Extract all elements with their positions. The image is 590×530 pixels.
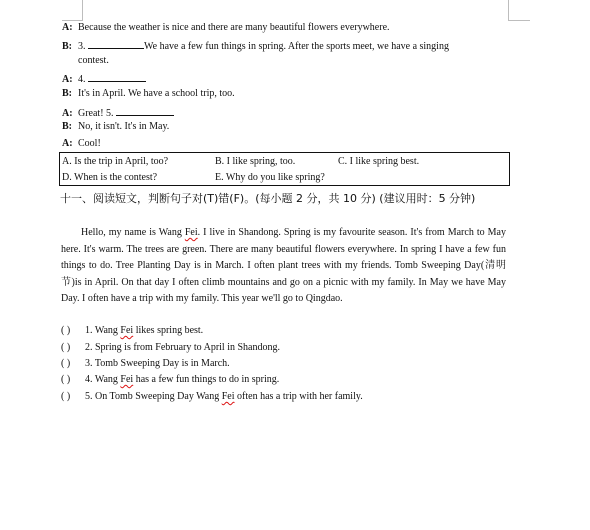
answer-parenthesis[interactable]: ( ): [61, 391, 71, 402]
passage-text: Hello, my name is Wang: [81, 227, 185, 238]
dialogue-text-continued: We have a few fun things in spring. After the sports meet, we have a singing: [144, 41, 449, 52]
dialogue-line-6: [62, 104, 174, 121]
question-name: Fei: [120, 374, 134, 385]
question-name: Fei: [120, 325, 134, 336]
dialogue-text: No, it isn't. It's in May.: [78, 121, 170, 132]
speaker-label: A:: [62, 22, 73, 33]
question-2: [61, 341, 280, 355]
dialogue-text: 4.: [78, 74, 88, 85]
answer-parenthesis[interactable]: ( ): [61, 325, 71, 336]
dialogue-line-3: [78, 54, 109, 68]
dialogue-text: Because the weather is nice and there are many beautiful flowers everywhere.: [78, 22, 390, 33]
passage-text-continued: . I live in Shandong. Spring is my favourite season. It's from March to May here. It's warm. The trees are green. There are many beautiful flowers everywhere. In spring I have a few fun things to do. Tree Planting Day is in March. I often plant trees with my friends. Tomb Sweeping Day(清明节)is in April. On that day I often climb mountains and go on a picnic with my family. In May we have May Day. I often have a trip with my family. This year we'll go to Qingdao.: [61, 227, 506, 304]
answer-parenthesis[interactable]: ( ): [61, 358, 71, 369]
speaker-label: A:: [62, 74, 73, 85]
question-3: [61, 357, 230, 371]
crop-mark-left-vertical: [82, 0, 83, 20]
question-text: 2. Spring is from February to April in Shandong.: [85, 342, 280, 353]
crop-mark-right-vertical: [508, 0, 509, 20]
speaker-label: B:: [62, 88, 72, 99]
dialogue-line-7: [62, 120, 169, 134]
question-text: 1. Wang: [85, 325, 121, 336]
option-b: B. I like spring, too.: [215, 156, 296, 167]
speaker-label: B:: [62, 41, 72, 52]
question-1: [61, 324, 203, 338]
question-text: 4. Wang: [85, 374, 121, 385]
answer-blank-4[interactable]: [88, 70, 146, 82]
speaker-label: A:: [62, 108, 73, 119]
section-heading: 十一、阅读短文，判断句子对(T)错(F)。(每小题 2 分，共 10 分) (建议用时：5 分钟): [60, 192, 476, 205]
option-a: A. Is the trip in April, too?: [62, 156, 169, 167]
question-text-end: likes spring best.: [133, 325, 204, 336]
dialogue-line-2: [62, 37, 449, 54]
option-d: D. When is the contest?: [62, 172, 158, 183]
dialogue-text: Great! 5.: [78, 108, 117, 119]
answer-blank-5[interactable]: [116, 104, 174, 116]
dialogue-text: contest.: [78, 55, 109, 66]
option-c: C. I like spring best.: [338, 156, 420, 167]
answer-parenthesis[interactable]: ( ): [61, 342, 71, 353]
crop-mark-right-horizontal: [508, 20, 530, 21]
dialogue-line-4: [62, 70, 146, 87]
question-text-end: has a few fun things to do in spring.: [133, 374, 280, 385]
dialogue-line-5: [62, 87, 235, 101]
question-text: 5. On Tomb Sweeping Day Wang: [85, 391, 222, 402]
dialogue-line-1: [62, 21, 390, 35]
reading-passage: [61, 225, 506, 308]
options-box: [59, 152, 510, 186]
question-name: Fei: [221, 391, 235, 402]
answer-blank-3[interactable]: [88, 37, 144, 49]
question-4: [61, 373, 279, 387]
dialogue-line-8: [62, 137, 101, 151]
answer-parenthesis[interactable]: ( ): [61, 374, 71, 385]
question-text-end: often has a trip with her family.: [234, 391, 363, 402]
dialogue-text: Cool!: [78, 138, 101, 149]
dialogue-text: 3.: [78, 41, 88, 52]
option-e: E. Why do you like spring?: [215, 172, 325, 183]
speaker-label: B:: [62, 121, 72, 132]
question-5: [61, 390, 363, 404]
dialogue-text: It's in April. We have a school trip, too.: [78, 88, 235, 99]
speaker-label: A:: [62, 138, 73, 149]
passage-name-fei: Fei: [184, 227, 198, 238]
question-text: 3. Tomb Sweeping Day is in March.: [85, 358, 230, 369]
